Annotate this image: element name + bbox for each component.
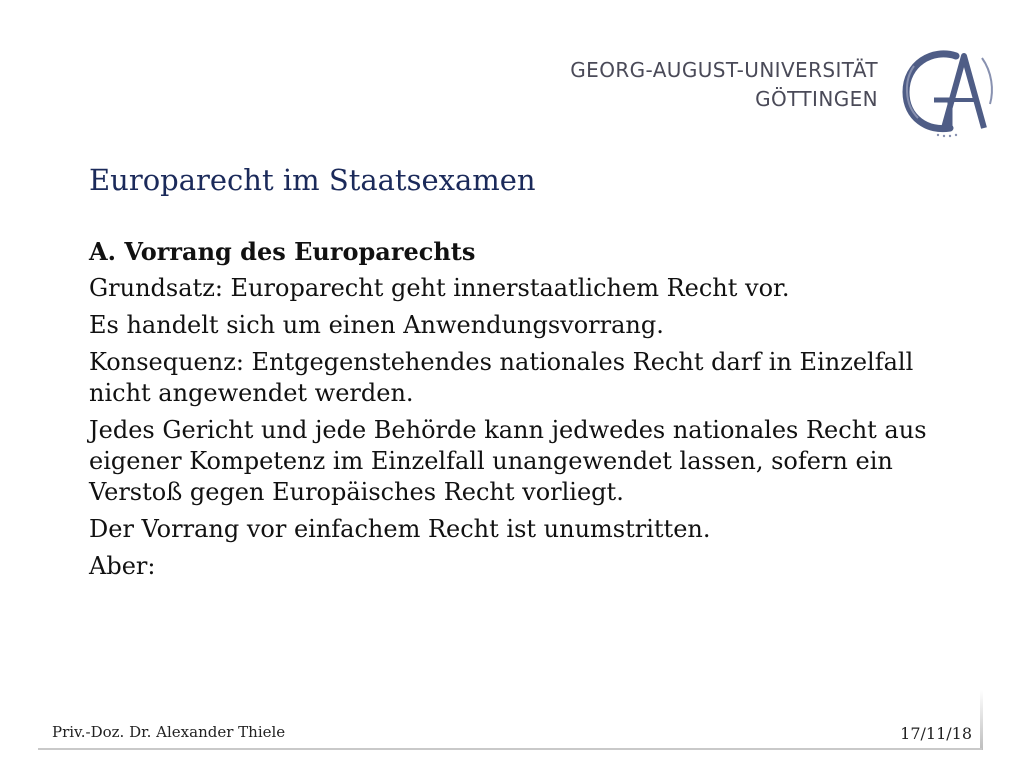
footer-date: 17/11/18 <box>900 724 972 743</box>
slide-body <box>89 236 949 588</box>
body-paragraph: Grundsatz: Europarecht geht innerstaatlichem Recht vor. <box>89 274 790 302</box>
footer-divider <box>38 748 982 750</box>
section-heading: A. Vorrang des Europarechts <box>89 237 476 266</box>
slide-title: Europarecht im Staatsexamen <box>89 163 536 197</box>
university-name-line1: GEORG-AUGUST-UNIVERSITÄT <box>570 58 878 82</box>
body-paragraph: Aber: <box>89 552 156 580</box>
university-logo-text <box>570 56 878 114</box>
footer-vertical-divider <box>980 690 983 750</box>
footer-author: Priv.-Doz. Dr. Alexander Thiele <box>52 723 286 741</box>
body-paragraph: Jedes Gericht und jede Behörde kann jedwedes nationales Recht aus eigener Kompetenz im Einzelfall unangewendet lassen, sofern ein Verstoß gegen Europäisches Recht vorliegt. <box>89 416 927 506</box>
body-paragraph: Der Vorrang vor einfachem Recht ist unumstritten. <box>89 515 711 543</box>
university-name-line2: GÖTTINGEN <box>755 87 878 111</box>
body-paragraph: Es handelt sich um einen Anwendungsvorrang. <box>89 311 664 339</box>
university-seal-icon <box>894 42 998 142</box>
body-paragraph: Konsequenz: Entgegenstehendes nationales Recht darf in Einzelfall nicht angewendet werden. <box>89 348 914 407</box>
